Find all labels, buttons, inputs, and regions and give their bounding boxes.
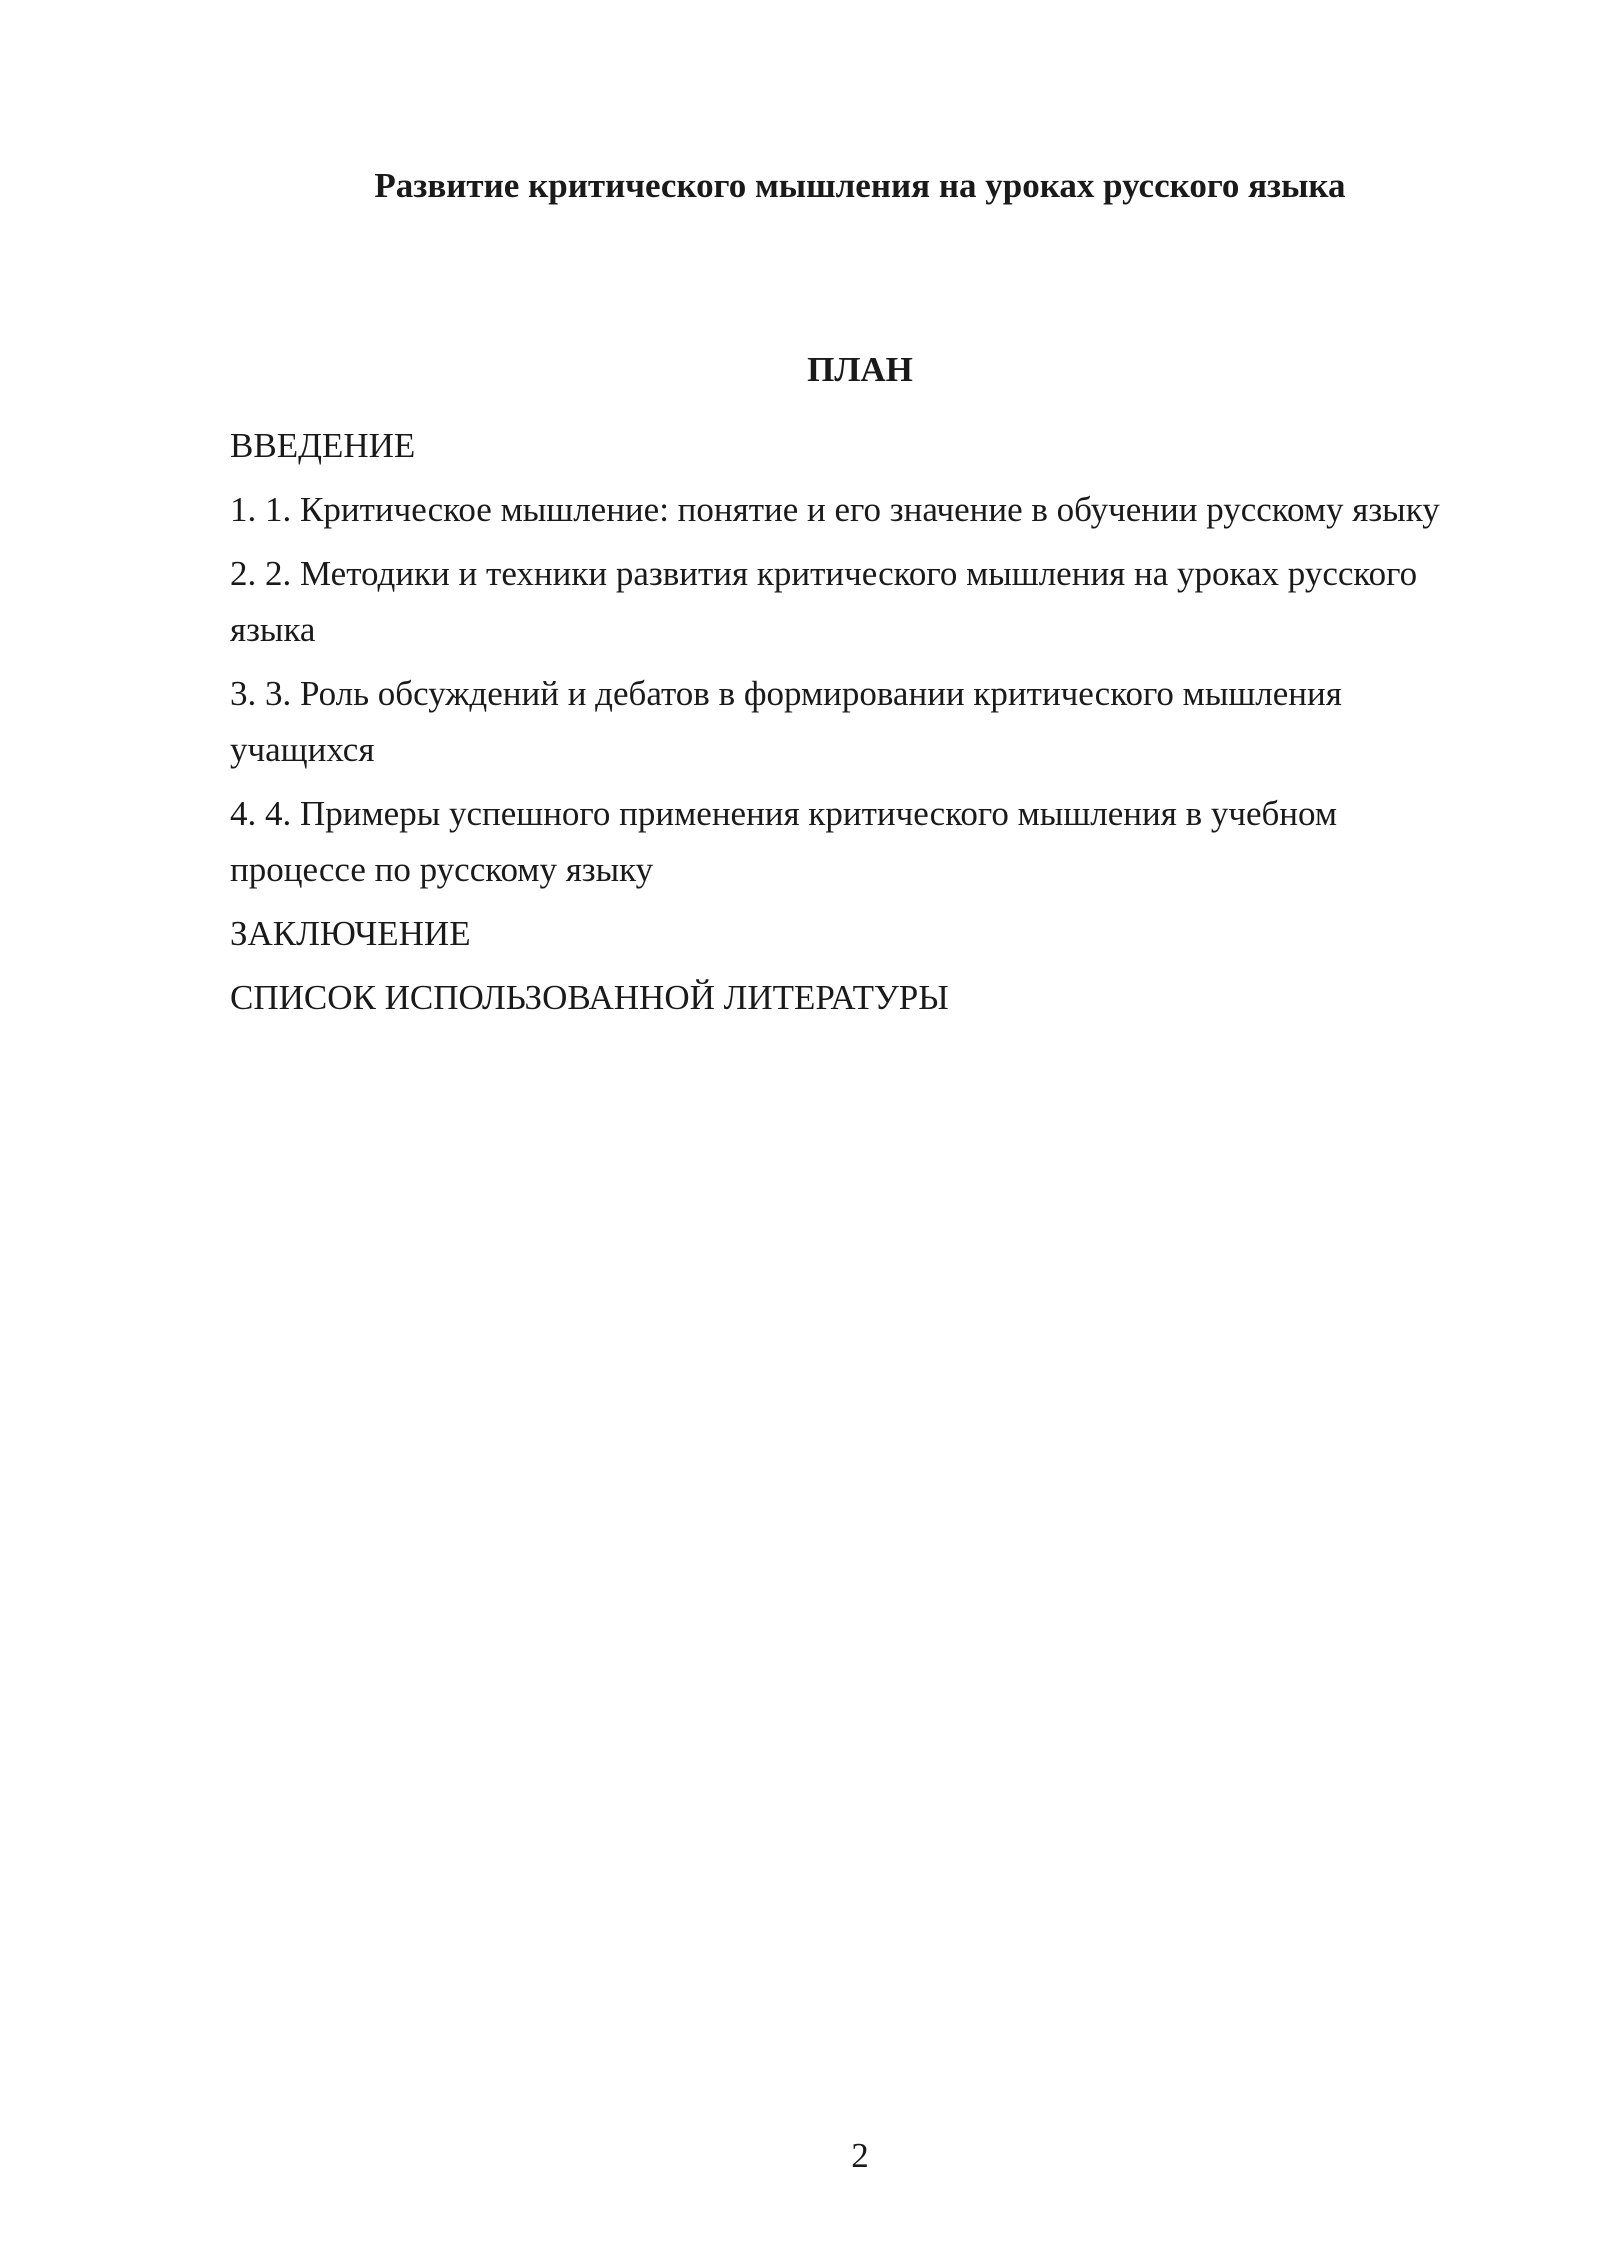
document-title: Развитие критического мышления на уроках русского языка — [374, 166, 1346, 205]
toc-item-chapter-3: 3. 3. Роль обсуждений и дебатов в формировании критического мышления учащихся — [230, 674, 1342, 769]
toc-item-chapter-4: 4. 4. Примеры успешного применения критического мышления в учебном процессе по русскому языку — [230, 794, 1338, 889]
toc-item-references: СПИСОК ИСПОЛЬЗОВАННОЙ ЛИТЕРАТУРЫ — [230, 978, 949, 1017]
plan-heading: ПЛАН — [807, 350, 913, 389]
toc-item-introduction: ВВЕДЕНИЕ — [230, 426, 416, 465]
toc-item-conclusion: ЗАКЛЮЧЕНИЕ — [230, 914, 471, 953]
toc-item-chapter-1: 1. 1. Критическое мышление: понятие и его значение в обучении русскому языку — [230, 490, 1440, 529]
page-number: 2 — [851, 2136, 869, 2175]
toc-item-chapter-2: 2. 2. Методики и техники развития критического мышления на уроках русского языка — [230, 554, 1418, 649]
table-of-contents — [230, 418, 1470, 1034]
